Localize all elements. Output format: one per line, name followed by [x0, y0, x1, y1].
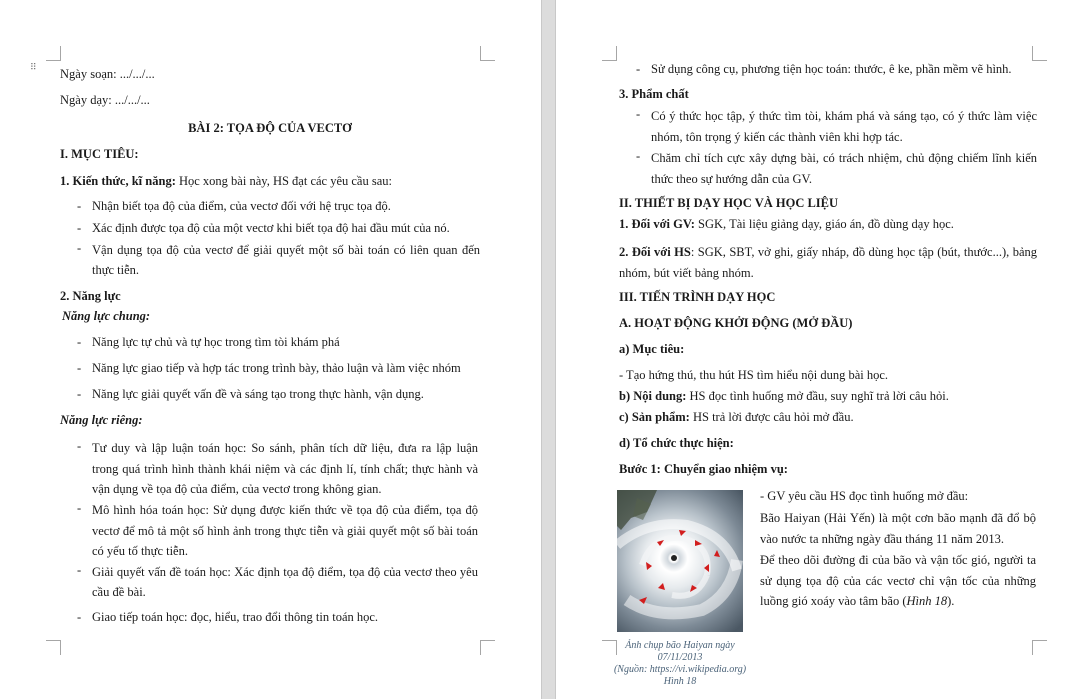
- tools-item: Sử dụng công cụ, phương tiện học toán: thước, ê ke, phần mềm vẽ hình.: [651, 62, 1012, 76]
- bullet-dash: -: [77, 563, 82, 577]
- product-label: c) Sản phẩm:: [619, 410, 690, 424]
- knowledge-heading: 1. Kiến thức, kĩ năng:: [60, 174, 176, 188]
- bullet-dash: -: [77, 335, 82, 349]
- student-text: : SGK, SBT, vở ghi, giấy nháp, đồ dùng học tập (bút, thước...), bảng nhóm, bút viết bảng nhóm.: [619, 245, 1038, 280]
- figure-caption-line2: 07/11/2013: [657, 652, 703, 663]
- page-gap: [541, 0, 556, 699]
- crop-mark: [46, 640, 61, 655]
- bullet-dash: -: [77, 387, 82, 401]
- bullet-dash: -: [77, 610, 82, 624]
- knowledge-item: Xác định được tọa độ của một vectơ khi biết tọa độ hai đầu mút của nó.: [92, 221, 450, 235]
- bullet-dash: -: [77, 501, 82, 515]
- figure-reference: Hình 18: [906, 594, 948, 608]
- goal-label: a) Mục tiêu:: [619, 342, 685, 356]
- drag-handle-icon[interactable]: ⠿: [30, 63, 38, 73]
- ability-heading: 2. Năng lực: [60, 289, 121, 303]
- activity-heading: A. HOẠT ĐỘNG KHỞI ĐỘNG (MỞ ĐẦU): [619, 316, 853, 330]
- knowledge-line: [60, 173, 392, 189]
- content-text: HS đọc tình huống mở đầu, suy nghĩ trả lời câu hỏi.: [686, 389, 949, 403]
- date-prepare: Ngày soạn: .../.../...: [60, 67, 155, 81]
- crop-mark: [46, 46, 61, 61]
- document-page-left: [0, 0, 541, 699]
- bullet-dash: -: [636, 149, 641, 163]
- task-paragraph-text: Để theo dõi đường đi của bão và vận tốc gió, người ta sử dụng tọa độ của các vectơ chỉ vận tốc của những luồng gió xoáy vào tâm bão (: [760, 553, 1036, 608]
- specific-item: Giải quyết vấn đề toán học: Xác định tọa độ điểm, tọa độ của vectơ theo yêu cầu đề bài.: [92, 565, 478, 599]
- product-text: HS trả lời được câu hỏi mở đầu.: [689, 410, 854, 424]
- crop-mark: [1032, 640, 1047, 655]
- teacher-text: SGK, Tài liệu giảng dạy, giáo án, đồ dùng dạy học.: [694, 217, 954, 231]
- crop-mark: [480, 46, 495, 61]
- bullet-dash: -: [77, 199, 82, 213]
- date-teach: Ngày dạy: .../.../...: [60, 93, 150, 107]
- equipment-heading: II. THIẾT BỊ DẠY HỌC VÀ HỌC LIỆU: [619, 196, 839, 210]
- typhoon-satellite-image: [617, 490, 743, 632]
- task-paragraph: [760, 550, 1036, 612]
- general-item: Năng lực giao tiếp và hợp tác trong trình bày, thảo luận và làm việc nhóm: [92, 361, 461, 375]
- crop-mark: [602, 46, 617, 61]
- student-line: [619, 242, 1037, 283]
- quality-item: Có ý thức học tập, ý thức tìm tòi, khám phá và sáng tạo, có ý thức làm việc nhóm, tôn trọng ý kiến các thành viên khi hợp tác.: [651, 109, 1037, 144]
- bullet-dash: -: [77, 221, 82, 235]
- crop-mark: [1032, 46, 1047, 61]
- section-objectives: I. MỤC TIÊU:: [60, 147, 139, 161]
- product-line: [619, 409, 854, 425]
- goal-text: - Tạo hứng thú, thu hút HS tìm hiểu nội dung bài học.: [619, 368, 889, 382]
- bullet-dash: -: [77, 361, 82, 375]
- teacher-line: [619, 216, 954, 232]
- crop-mark: [480, 640, 495, 655]
- organize-label: d) Tổ chức thực hiện:: [619, 436, 734, 450]
- general-ability-heading: Năng lực chung:: [62, 309, 151, 323]
- teacher-label: 1. Đối với GV:: [619, 217, 695, 231]
- figure-caption-source: (Nguồn: https://vi.wikipedia.org): [613, 664, 747, 675]
- figure-caption-label: Hình 18: [663, 676, 697, 687]
- step1-label: Bước 1: Chuyển giao nhiệm vụ:: [619, 462, 788, 476]
- specific-item: Tư duy và lập luận toán học: So sánh, phân tích dữ liệu, đưa ra lập luận trong quá trình hình thành khái niệm và các định lí, tính chất; thực hành và vận dụng về tọa độ của điểm, của vectơ trong không gian.: [92, 441, 478, 496]
- lesson-title: BÀI 2: TỌA ĐỘ CỦA VECTƠ: [188, 121, 352, 135]
- content-label: b) Nội dung:: [619, 389, 687, 403]
- student-label: 2. Đối với HS: [619, 245, 691, 259]
- specific-item: Mô hình hóa toán học: Sử dụng được kiến thức về tọa độ của điểm, tọa độ vectơ để mô tả một số hình ảnh trong thực tiễn và giải quyết một số bài toán có yếu tố thực tiễn.: [92, 503, 478, 558]
- bullet-dash: -: [636, 107, 641, 121]
- content-line: [619, 388, 949, 404]
- quality-item: Chăm chỉ tích cực xây dựng bài, có trách nhiệm, chủ động chiếm lĩnh kiến thức theo sự hướng dẫn của GV.: [651, 151, 1037, 186]
- task-line: - GV yêu cầu HS đọc tình huống mở đầu:: [760, 489, 969, 503]
- specific-item: Giao tiếp toán học: đọc, hiểu, trao đổi thông tin toán học.: [92, 610, 379, 624]
- figure-caption-line1: Ảnh chụp bão Haiyan ngày: [625, 640, 735, 651]
- figure-reference-close: ).: [947, 594, 955, 608]
- task-paragraph: Bão Haiyan (Hải Yến) là một cơn bão mạnh đã đổ bộ vào nước ta những ngày đầu tháng 11 năm 2013.: [760, 511, 1036, 546]
- specific-ability-heading: Năng lực riêng:: [60, 413, 143, 427]
- general-item: Năng lực giải quyết vấn đề và sáng tạo trong thực hành, vận dụng.: [92, 387, 424, 401]
- knowledge-intro: Học xong bài này, HS đạt các yêu cầu sau:: [175, 174, 392, 188]
- process-heading: III. TIẾN TRÌNH DẠY HỌC: [619, 290, 776, 304]
- bullet-dash: -: [636, 62, 641, 76]
- bullet-dash: -: [77, 241, 82, 255]
- knowledge-item: Nhận biết tọa độ của điểm, của vectơ đối với hệ trục tọa độ.: [92, 199, 391, 213]
- quality-heading: 3. Phẩm chất: [619, 87, 689, 101]
- knowledge-item: Vận dụng tọa độ của vectơ để giải quyết một số bài toán có liên quan đến thực tiễn.: [92, 243, 480, 277]
- bullet-dash: -: [77, 439, 82, 453]
- general-item: Năng lực tự chủ và tự học trong tìm tòi khám phá: [92, 335, 340, 349]
